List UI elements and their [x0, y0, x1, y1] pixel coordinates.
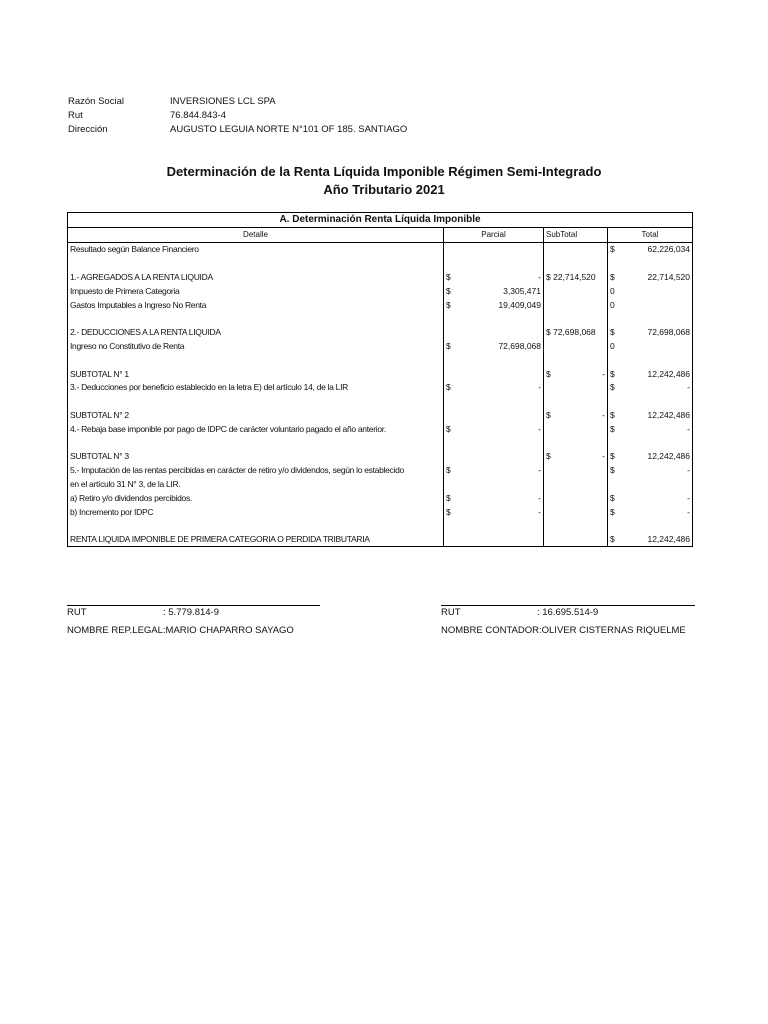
rep-legal-rut-value: : 5.779.814-9	[163, 607, 219, 618]
subtotal-cell	[544, 242, 608, 256]
parcial-cell	[444, 367, 544, 381]
currency-symbol: $	[610, 423, 615, 434]
empty-cell	[544, 256, 608, 270]
total-cell-amount	[610, 286, 690, 296]
empty-cell	[544, 394, 608, 408]
empty-cell	[444, 353, 544, 367]
empty-cell	[68, 312, 444, 326]
empty-cell	[608, 436, 693, 450]
subtotal-cell	[544, 477, 608, 491]
currency-symbol: $	[610, 327, 615, 338]
spacer-row	[68, 394, 693, 408]
parcial-cell	[444, 408, 544, 422]
empty-cell	[544, 353, 608, 367]
table-body	[68, 242, 693, 547]
amount-value: -	[538, 465, 541, 476]
subtotal-cell	[544, 505, 608, 519]
parcial-cell	[444, 325, 544, 339]
subtotal-cell-amount	[546, 451, 605, 461]
amount-value: -	[538, 506, 541, 517]
total-cell-amount	[610, 493, 690, 503]
parcial-cell-amount	[446, 465, 541, 475]
row-label: 1.- AGREGADOS A LA RENTA LIQUIDA	[68, 270, 444, 284]
amount-value: -	[602, 410, 605, 421]
total-cell	[608, 477, 693, 491]
total-cell	[608, 450, 693, 464]
currency-symbol: $	[610, 410, 615, 421]
amount-value: 19,409,049	[498, 299, 541, 310]
amount-value: -	[687, 492, 691, 503]
rut-label: Rut	[68, 110, 83, 121]
contador-rut-label: RUT	[441, 607, 461, 618]
parcial-cell	[444, 284, 544, 298]
signature-contador	[441, 605, 695, 640]
amount-value: -	[687, 382, 691, 393]
total-cell-amount	[610, 507, 690, 517]
total-cell	[608, 463, 693, 477]
amount-value: -	[538, 272, 541, 283]
total-cell-amount	[610, 534, 690, 544]
subtotal-cell	[544, 339, 608, 353]
subtotal-cell	[544, 491, 608, 505]
currency-symbol: $	[546, 410, 551, 421]
row-label: SUBTOTAL N° 1	[68, 367, 444, 381]
amount-value: -	[602, 451, 605, 462]
currency-symbol: $	[610, 534, 615, 545]
table-row	[68, 242, 693, 256]
title-line-1: Determinación de la Renta Líquida Imponible Régimen Semi-Integrado	[166, 164, 602, 179]
spacer-row	[68, 353, 693, 367]
parcial-cell-amount	[446, 341, 541, 351]
subtotal-cell-amount	[546, 410, 605, 420]
subtotal-cell	[544, 532, 608, 546]
empty-cell	[444, 256, 544, 270]
row-label: a) Retiro y/o dividendos percibidos.	[68, 491, 444, 505]
contador-rut-value: : 16.695.514-9	[537, 607, 599, 618]
row-label: 5.- Imputación de las rentas percibidas en carácter de retiro y/o dividendos, según lo establecido	[68, 463, 444, 477]
table-row	[68, 477, 693, 491]
amount-value: -	[602, 368, 605, 379]
currency-symbol: $	[446, 382, 451, 393]
currency-symbol: $	[610, 272, 615, 283]
direccion-value: AUGUSTO LEGUIA NORTE N°101 OF 185. SANTIAGO	[170, 124, 408, 135]
total-cell-amount	[610, 451, 690, 461]
empty-cell	[544, 519, 608, 533]
total-cell-amount	[610, 300, 690, 310]
currency-symbol: $	[446, 423, 451, 434]
empty-cell	[608, 256, 693, 270]
parcial-cell	[444, 477, 544, 491]
signature-rep-legal	[67, 605, 320, 640]
row-label: SUBTOTAL N° 2	[68, 408, 444, 422]
rep-legal-name: NOMBRE REP.LEGAL:MARIO CHAPARRO SAYAGO	[67, 625, 294, 636]
empty-cell	[68, 353, 444, 367]
col-detalle: Detalle	[68, 227, 444, 242]
razon-social-value: INVERSIONES LCL SPA	[170, 96, 276, 107]
parcial-cell	[444, 339, 544, 353]
empty-cell	[444, 519, 544, 533]
rep-legal-rut-row	[67, 604, 320, 622]
total-cell-amount	[610, 272, 690, 282]
empty-cell	[444, 312, 544, 326]
table-row	[68, 422, 693, 436]
section-title-row	[68, 213, 693, 228]
subtotal-cell: $ 22,714,520	[544, 270, 608, 284]
table-row	[68, 463, 693, 477]
section-title: A. Determinación Renta Líquida Imponible	[68, 213, 693, 228]
currency-symbol: $	[446, 492, 451, 503]
amount-value: -	[687, 423, 691, 434]
table-row	[68, 408, 693, 422]
subtotal-cell-amount	[546, 369, 605, 379]
parcial-cell	[444, 450, 544, 464]
currency-symbol: $	[610, 492, 615, 503]
subtotal-cell	[544, 450, 608, 464]
parcial-cell-amount	[446, 286, 541, 296]
total-cell	[608, 408, 693, 422]
amount-value: 22,714,520	[647, 272, 691, 283]
amount-value: -	[687, 465, 691, 476]
total-cell	[608, 298, 693, 312]
row-label: Gastos Imputables a Ingreso No Renta	[68, 298, 444, 312]
table-row	[68, 367, 693, 381]
direccion-row	[68, 123, 407, 137]
total-cell	[608, 505, 693, 519]
amount-value: 12,242,486	[647, 534, 691, 545]
currency-symbol: $	[610, 368, 615, 379]
row-label: 4.- Rebaja base imponible por pago de IDPC de carácter voluntario pagado el año anterior.	[68, 422, 444, 436]
subtotal-cell: $ 72,698,068	[544, 325, 608, 339]
parcial-cell	[444, 242, 544, 256]
rut-value: 76.844.843-4	[170, 110, 226, 121]
amount-value: 12,242,486	[647, 451, 691, 462]
total-cell	[608, 270, 693, 284]
subtotal-cell	[544, 381, 608, 395]
total-cell-amount	[610, 424, 690, 434]
table-row	[68, 505, 693, 519]
parcial-cell-amount	[446, 382, 541, 392]
parcial-cell-amount	[446, 493, 541, 503]
total-cell	[608, 422, 693, 436]
amount-value: -	[687, 506, 691, 517]
amount-value: -	[538, 423, 541, 434]
table-row	[68, 270, 693, 284]
empty-cell	[544, 436, 608, 450]
amount-value: 62,226,034	[647, 244, 691, 255]
row-label: 3.- Deducciones por beneficio establecido en la letra E) del artículo 14, de la LIR	[68, 381, 444, 395]
currency-symbol: $	[610, 465, 615, 476]
currency-symbol: 0	[610, 285, 615, 296]
razon-social-label: Razón Social	[68, 96, 124, 107]
currency-symbol: 0	[610, 341, 615, 352]
currency-symbol: $	[446, 299, 451, 310]
currency-symbol: $	[546, 451, 551, 462]
column-header-row	[68, 227, 693, 242]
direccion-label: Dirección	[68, 124, 108, 135]
empty-cell	[608, 394, 693, 408]
total-cell	[608, 284, 693, 298]
total-cell	[608, 532, 693, 546]
row-label: en el artículo 31 N° 3, de la LIR.	[68, 477, 444, 491]
document-title	[0, 163, 768, 199]
empty-cell	[68, 519, 444, 533]
contador-rut-row	[441, 604, 695, 622]
subtotal-cell	[544, 463, 608, 477]
subtotal-cell	[544, 422, 608, 436]
total-cell-amount	[610, 341, 690, 351]
currency-symbol: $	[446, 272, 451, 283]
empty-cell	[608, 312, 693, 326]
table-row	[68, 450, 693, 464]
amount-value: -	[538, 382, 541, 393]
table-row	[68, 532, 693, 546]
row-label: SUBTOTAL N° 3	[68, 450, 444, 464]
empty-cell	[444, 436, 544, 450]
parcial-cell	[444, 491, 544, 505]
subtotal-cell	[544, 408, 608, 422]
total-cell-amount	[610, 369, 690, 379]
total-cell	[608, 491, 693, 505]
amount-value: 12,242,486	[647, 368, 691, 379]
amount-value: 3,305,471	[503, 285, 541, 296]
col-parcial: Parcial	[444, 227, 544, 242]
col-total: Total	[608, 227, 693, 242]
table-row	[68, 298, 693, 312]
company-header	[68, 95, 407, 137]
row-label: RENTA LIQUIDA IMPONIBLE DE PRIMERA CATEGORIA O PERDIDA TRIBUTARIA	[68, 532, 444, 546]
currency-symbol: $	[610, 451, 615, 462]
amount-value: 72,698,068	[647, 327, 691, 338]
parcial-cell-amount	[446, 424, 541, 434]
table-row	[68, 381, 693, 395]
total-cell	[608, 367, 693, 381]
empty-cell	[68, 436, 444, 450]
amount-value: 72,698,068	[498, 341, 541, 352]
razon-social-row	[68, 95, 407, 109]
total-cell-amount	[610, 327, 690, 337]
title-line-2: Año Tributario 2021	[323, 182, 445, 197]
col-subtotal: SubTotal	[544, 227, 608, 242]
empty-cell	[608, 519, 693, 533]
rep-legal-rut-label: RUT	[67, 607, 87, 618]
empty-cell	[68, 394, 444, 408]
spacer-row	[68, 312, 693, 326]
row-label: Resultado según Balance Financiero	[68, 242, 444, 256]
parcial-cell	[444, 532, 544, 546]
row-label: b) Incremento por IDPC	[68, 505, 444, 519]
row-label: Impuesto de Primera Categoria	[68, 284, 444, 298]
parcial-cell	[444, 298, 544, 312]
parcial-cell	[444, 381, 544, 395]
subtotal-cell	[544, 367, 608, 381]
currency-symbol: $	[446, 341, 451, 352]
empty-cell	[544, 312, 608, 326]
total-cell-amount	[610, 382, 690, 392]
total-cell	[608, 242, 693, 256]
subtotal-cell	[544, 284, 608, 298]
total-cell	[608, 339, 693, 353]
parcial-cell	[444, 270, 544, 284]
currency-symbol: $	[610, 382, 615, 393]
currency-symbol: $	[446, 465, 451, 476]
empty-cell	[68, 256, 444, 270]
spacer-row	[68, 436, 693, 450]
spacer-row	[68, 256, 693, 270]
total-cell	[608, 325, 693, 339]
table-row	[68, 339, 693, 353]
total-cell-amount	[610, 244, 690, 254]
parcial-cell-amount	[446, 300, 541, 310]
amount-value: 12,242,486	[647, 410, 691, 421]
renta-liquida-table	[67, 212, 693, 547]
spacer-row	[68, 519, 693, 533]
table-row	[68, 325, 693, 339]
parcial-cell-amount	[446, 507, 541, 517]
total-cell	[608, 381, 693, 395]
parcial-cell-amount	[446, 272, 541, 282]
rut-row	[68, 109, 407, 123]
parcial-cell	[444, 463, 544, 477]
total-cell-amount	[610, 410, 690, 420]
contador-name: NOMBRE CONTADOR:OLIVER CISTERNAS RIQUELME	[441, 625, 686, 636]
row-label: 2.- DEDUCCIONES A LA RENTA LIQUIDA	[68, 325, 444, 339]
currency-symbol: $	[546, 368, 551, 379]
parcial-cell	[444, 422, 544, 436]
table-row	[68, 491, 693, 505]
currency-symbol: 0	[610, 299, 615, 310]
currency-symbol: $	[610, 244, 615, 255]
currency-symbol: $	[446, 285, 451, 296]
table-row	[68, 284, 693, 298]
empty-cell	[444, 394, 544, 408]
row-label: Ingreso no Constitutivo de Renta	[68, 339, 444, 353]
amount-value: -	[538, 492, 541, 503]
empty-cell	[608, 353, 693, 367]
subtotal-cell	[544, 298, 608, 312]
currency-symbol: $	[446, 506, 451, 517]
currency-symbol: $	[610, 506, 615, 517]
total-cell-amount	[610, 465, 690, 475]
parcial-cell	[444, 505, 544, 519]
